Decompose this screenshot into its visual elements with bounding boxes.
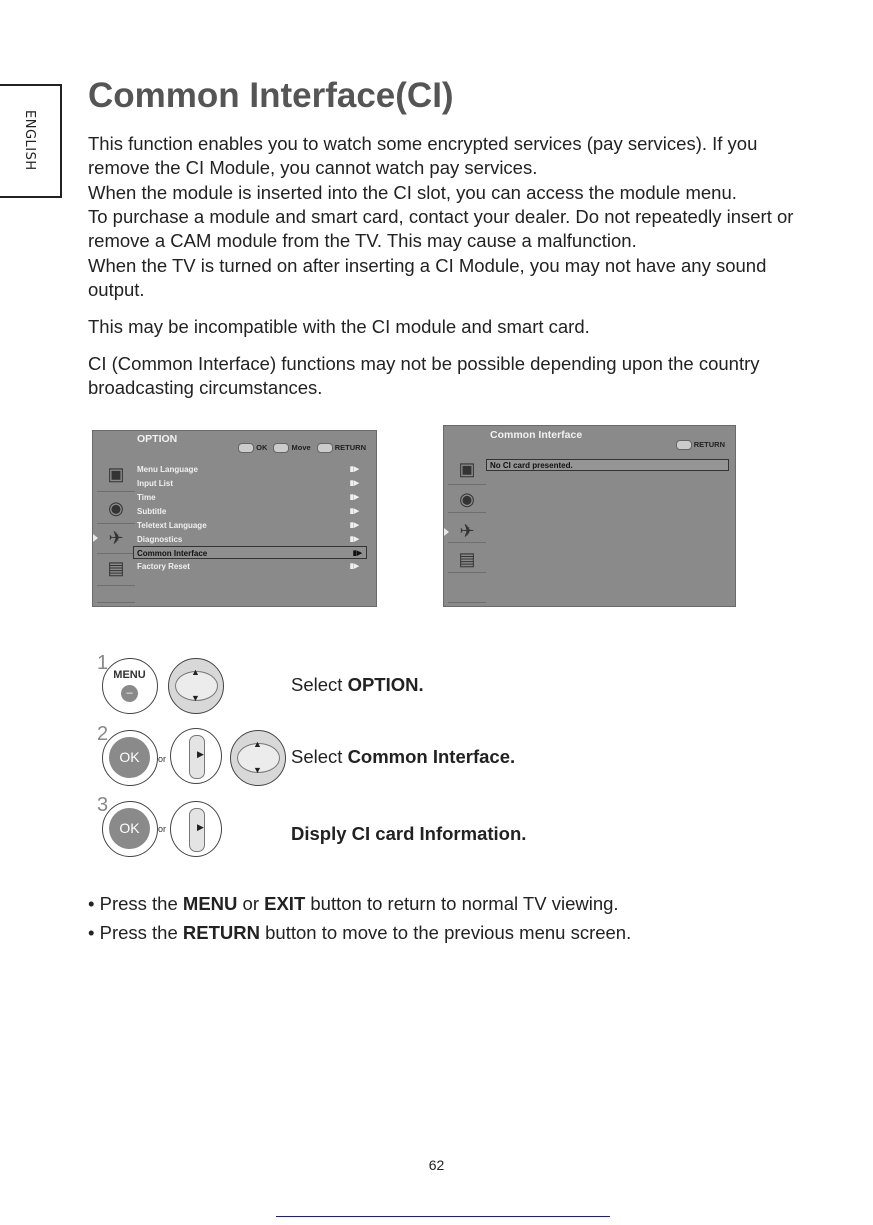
paragraph-3: To purchase a module and smart card, contact your dealer. Do not repeatedly insert or remove a CAM module from the TV. This may cause a malfunction. — [88, 206, 794, 252]
submenu-arrow-icon: ▮▶ — [349, 479, 359, 487]
language-tab-label: ENGLISH — [22, 110, 37, 171]
tv-icon: ▣ — [458, 459, 476, 479]
satellite-icon: ✈ — [108, 528, 124, 548]
paragraph-5: This may be incompatible with the CI module and smart card. — [88, 316, 590, 337]
ci-screen-title: Common Interface — [490, 429, 583, 441]
page-number: 62 — [428, 1157, 445, 1173]
ok-key-icon — [238, 443, 254, 453]
footer-line — [276, 1216, 610, 1217]
speaker-icon: ◉ — [108, 498, 124, 518]
paragraph-6: CI (Common Interface) functions may not be possible depending upon the country broadcasting circumstances. — [88, 353, 760, 399]
menu-item[interactable]: Input List ▮▶ — [137, 478, 359, 488]
move-key-icon — [273, 443, 289, 453]
speaker-icon: ◉ — [459, 489, 475, 509]
menu-item[interactable]: Diagnostics ▮▶ — [137, 534, 359, 544]
submenu-arrow-icon: ▮▶ — [349, 507, 359, 515]
menu-item[interactable]: Time ▮▶ — [137, 492, 359, 502]
submenu-arrow-icon: ▮▶ — [349, 535, 359, 543]
option-menu-nav: OK Move RETURN — [234, 443, 366, 453]
option-menu-title: OPTION — [137, 433, 178, 445]
menu-item[interactable]: Teletext Language ▮▶ — [137, 520, 359, 530]
joystick-right-icon[interactable]: ▶ — [170, 801, 222, 857]
step-3-number: 3 — [97, 794, 109, 816]
step-1-number: 1 — [97, 652, 109, 674]
ci-screen — [443, 425, 736, 607]
joystick-up-down-icon[interactable]: ▲ ▼ — [230, 730, 286, 786]
ci-screen-sidebar — [448, 454, 486, 604]
step-2-number: 2 — [97, 723, 109, 745]
current-section-arrow-icon — [444, 528, 449, 536]
joystick-right-icon[interactable]: ▶ — [170, 728, 222, 784]
submenu-arrow-icon: ▮▶ — [349, 466, 359, 473]
step-1-instruction: Select OPTION. — [291, 674, 424, 695]
step-3-instruction: Disply CI card Information. — [291, 823, 527, 844]
tv-icon: ▣ — [107, 464, 125, 484]
submenu-arrow-icon: ▮▶ — [349, 521, 359, 529]
language-tab — [0, 84, 62, 198]
current-section-arrow-icon — [93, 534, 98, 542]
menu-item[interactable]: Menu Language ▮▶ — [137, 465, 359, 474]
submenu-arrow-icon: ▮▶ — [349, 563, 359, 571]
paragraph-1: This function enables you to watch some encrypted services (pay services). If you remove the CI Module, you cannot watch pay services. — [88, 133, 758, 179]
ci-screen-nav: RETURN — [672, 440, 725, 450]
note-menu-exit: • Press the MENU or EXIT button to return to normal TV viewing. — [88, 893, 619, 914]
ok-button[interactable]: OK — [102, 730, 158, 786]
note-return: • Press the RETURN button to move to the previous menu screen. — [88, 922, 632, 943]
joystick-up-down-icon[interactable]: ▲ ▼ — [168, 658, 224, 714]
ci-message: No CI card presented. — [486, 459, 729, 471]
ok-button[interactable]: OK — [102, 801, 158, 857]
option-menu-screen — [92, 430, 377, 607]
menu-item[interactable]: Common Interface ▮▶ — [133, 546, 367, 559]
lock-icon: ▤ — [107, 558, 125, 578]
page-title: Common Interface(CI) — [88, 76, 454, 115]
menu-button-icon: – — [121, 685, 138, 702]
submenu-arrow-icon: ▮▶ — [352, 550, 362, 558]
menu-button[interactable]: MENU – — [102, 658, 158, 714]
or-label: or — [158, 754, 167, 764]
menu-item[interactable]: Subtitle ▮▶ — [137, 506, 359, 516]
menu-item[interactable]: Factory Reset ▮▶ — [137, 562, 359, 572]
return-key-icon — [676, 440, 692, 450]
lock-icon: ▤ — [458, 549, 476, 569]
paragraph-2: When the module is inserted into the CI slot, you can access the module menu. — [88, 182, 737, 203]
or-label: or — [158, 824, 167, 834]
paragraph-4: When the TV is turned on after inserting a CI Module, you may not have any sound output. — [88, 255, 767, 301]
step-2-instruction: Select Common Interface. — [291, 746, 516, 767]
submenu-arrow-icon: ▮▶ — [349, 493, 359, 501]
option-menu-sidebar — [97, 457, 135, 607]
satellite-icon: ✈ — [459, 521, 475, 541]
return-key-icon — [317, 443, 333, 453]
